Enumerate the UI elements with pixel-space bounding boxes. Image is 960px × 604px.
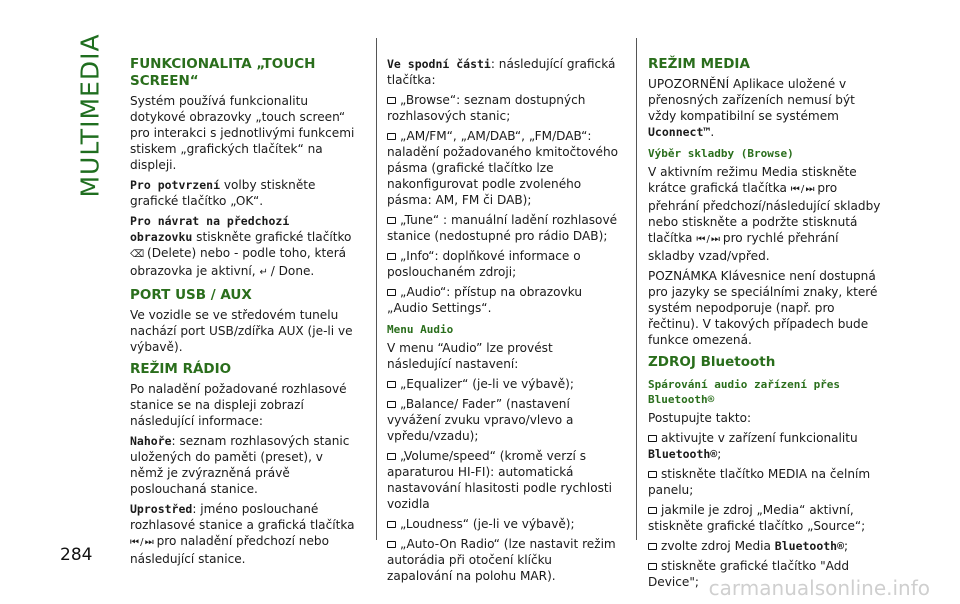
paragraph: V aktivním režimu Media stiskněte krátce grafická tlačítka ⏮ / ⏭ pro přehrání předchozí/následující skladby nebo stiskněte a podržte stisknutá tlačítka ⏮ / ⏭ pro rychlé přehrání skladby vzad/vpřed. (648, 165, 881, 263)
bullet-box-icon (648, 543, 657, 550)
bullet-box-icon (387, 97, 396, 104)
paragraph (130, 501, 358, 567)
column-divider (376, 38, 377, 540)
paragraph (130, 213, 358, 281)
list-item: „Equalizer“ (je-li ve výbavě); (387, 376, 619, 392)
bullet-box-icon (648, 435, 657, 442)
list-item: „Loudness“ (je-li ve výbavě); (387, 516, 619, 532)
text: pro naladění předchozí nebo následující stanice. (130, 534, 329, 566)
list-item: „Balance/ Fader” (nastavení vyvážení zvuku vpravo/vlevo a vpředu/vzadu); (387, 397, 574, 443)
section-label-text: MULTIMEDIA (75, 32, 105, 198)
paragraph: Postupujte takto: (648, 411, 752, 425)
bullet-box-icon (387, 217, 396, 224)
prev-next-icon: ⏮ / ⏭ (696, 234, 720, 245)
list-item: aktivujte v zařízení funkcionalitu Bluetooth®; (648, 431, 858, 461)
enter-icon: ↵ (259, 267, 267, 278)
paragraph: V menu “Audio” lze provést následující nastavení: (387, 341, 553, 371)
list-item: „Info“: doplňkové informace o poslouchaném zdroji; (387, 249, 581, 279)
paragraph: Ve vozidle se ve středovém tunelu nachází port USB/zdířka AUX (je-li ve výbavě). (130, 308, 353, 354)
bold-term: Uconnect™ (648, 125, 711, 139)
paragraph (387, 56, 619, 88)
column-divider (636, 38, 637, 540)
heading-media: REŽIM MEDIA (648, 56, 750, 72)
page-number: 284 (60, 545, 93, 565)
list-item: jakmile je zdroj „Media“ aktivní, stiskněte grafické tlačítko „Source“; (648, 503, 866, 533)
section-side-label (70, 32, 110, 198)
paragraph (130, 433, 358, 497)
text: stiskněte grafické tlačítko (192, 230, 352, 244)
list-item: „Browse“: seznam dostupných rozhlasových stanic; (387, 93, 586, 123)
text: : následující grafická tlačítka: (387, 57, 616, 87)
prev-next-icon: ⏮ / ⏭ (130, 537, 153, 548)
list-item: stiskněte grafické tlačítko "Add Device"; (648, 559, 850, 589)
paragraph: Systém používá funkcionalitu dotykové obrazovky „touch screen“ pro interakci s jednotlivými funkcemi stiskem „grafických tlačítek“ na displeji. (130, 94, 355, 172)
bullet-box-icon (648, 563, 657, 570)
heading-menu-audio: Menu Audio (387, 323, 454, 336)
bold-term: Pro potvrzení (130, 178, 221, 192)
heading-browse: Výběr skladby (Browse) (648, 147, 794, 160)
list-item: stiskněte tlačítko MEDIA na čelním panelu; (648, 467, 871, 497)
list-item: „Tune“ : manuální ladění rozhlasové stanice (nedostupné pro rádio DAB); (387, 213, 618, 243)
column-3 (648, 56, 886, 594)
text: / Done. (266, 264, 315, 278)
heading-port-usb: PORT USB / AUX (130, 287, 252, 303)
text: volby stiskněte grafické tlačítko „OK“. (130, 178, 316, 208)
bullet-box-icon (387, 521, 396, 528)
bold-term: Nahoře (130, 434, 172, 448)
delete-icon: ⌫ (130, 249, 144, 260)
heading-radio: REŽIM RÁDIO (130, 361, 232, 377)
list-item: „AM/FM“, „AM/DAB“, „FM/DAB“: naladění požadovaného kmitočtového pásma (grafické tlačítko lze nakonfigurovat podle zvoleného pásma: AM, FM či DAB); (387, 129, 619, 207)
prev-next-icon: ⏮ / ⏭ (790, 184, 814, 195)
list-item: „Audio“: přístup na obrazovku „Audio Settings“. (387, 285, 582, 315)
bullet-box-icon (387, 541, 396, 548)
paragraph: UPOZORNĚNÍ Aplikace uložené v přenosných zařízeních nemusí být vždy kompatibilní se systémem Uconnect™. (648, 77, 855, 139)
bullet-box-icon (387, 133, 396, 140)
bullet-list-audio (387, 376, 619, 584)
bullet-box-icon (648, 507, 657, 514)
paragraph (130, 177, 358, 209)
bold-term: Ve spodní části (387, 57, 491, 71)
watermark: carmanualsonline.info (708, 576, 930, 600)
text: (Delete) nebo - podle toho, která obrazovka je aktivní, (130, 246, 347, 278)
column-2 (387, 56, 619, 588)
heading-bluetooth: ZDROJ Bluetooth (648, 354, 776, 370)
bullet-box-icon (387, 289, 396, 296)
paragraph: Po naladění požadované rozhlasové stanice se na displeji zobrazí následující informace: (130, 382, 347, 428)
bold-term: Pro návrat na předchozí obrazovku (130, 214, 290, 244)
bullet-box-icon (387, 453, 396, 460)
text: : jméno poslouchané rozhlasové stanice a grafická tlačítka (130, 502, 355, 532)
bullet-box-icon (387, 381, 396, 388)
paragraph: POZNÁMKA Klávesnice není dostupná pro jazyky se speciálními znaky, které systém nepodporuje (např. pro řečtinu). V takových případech bude funkce omezená. (648, 269, 878, 347)
heading-pairing: Spárování audio zařízení přes Bluetooth® (648, 378, 841, 406)
list-item: „Volume/speed“ (kromě verzí s aparaturou HI-FI): automatická nastavování hlasitosti podle rychlosti vozidla (387, 449, 613, 511)
list-item: „Auto-On Radio“ (lze nastavit režim autorádia při otočení klíčku zapalování na polohu MAR). (387, 537, 616, 583)
heading-touch-screen: FUNKCIONALITA „TOUCH SCREEN“ (130, 56, 316, 89)
bold-term: Uprostřed (130, 502, 193, 516)
bullet-list-pairing (648, 430, 886, 590)
column-1 (130, 56, 358, 571)
bullet-box-icon (387, 253, 396, 260)
bullet-box-icon (387, 401, 396, 408)
list-item: zvolte zdroj Media Bluetooth®; (648, 538, 886, 554)
bullet-box-icon (648, 471, 657, 478)
bullet-list-buttons (387, 92, 619, 316)
text: : seznam rozhlasových stanic uložených do paměti (preset), v němž je zvýrazněná právě poslouchaná stanice. (130, 434, 350, 496)
